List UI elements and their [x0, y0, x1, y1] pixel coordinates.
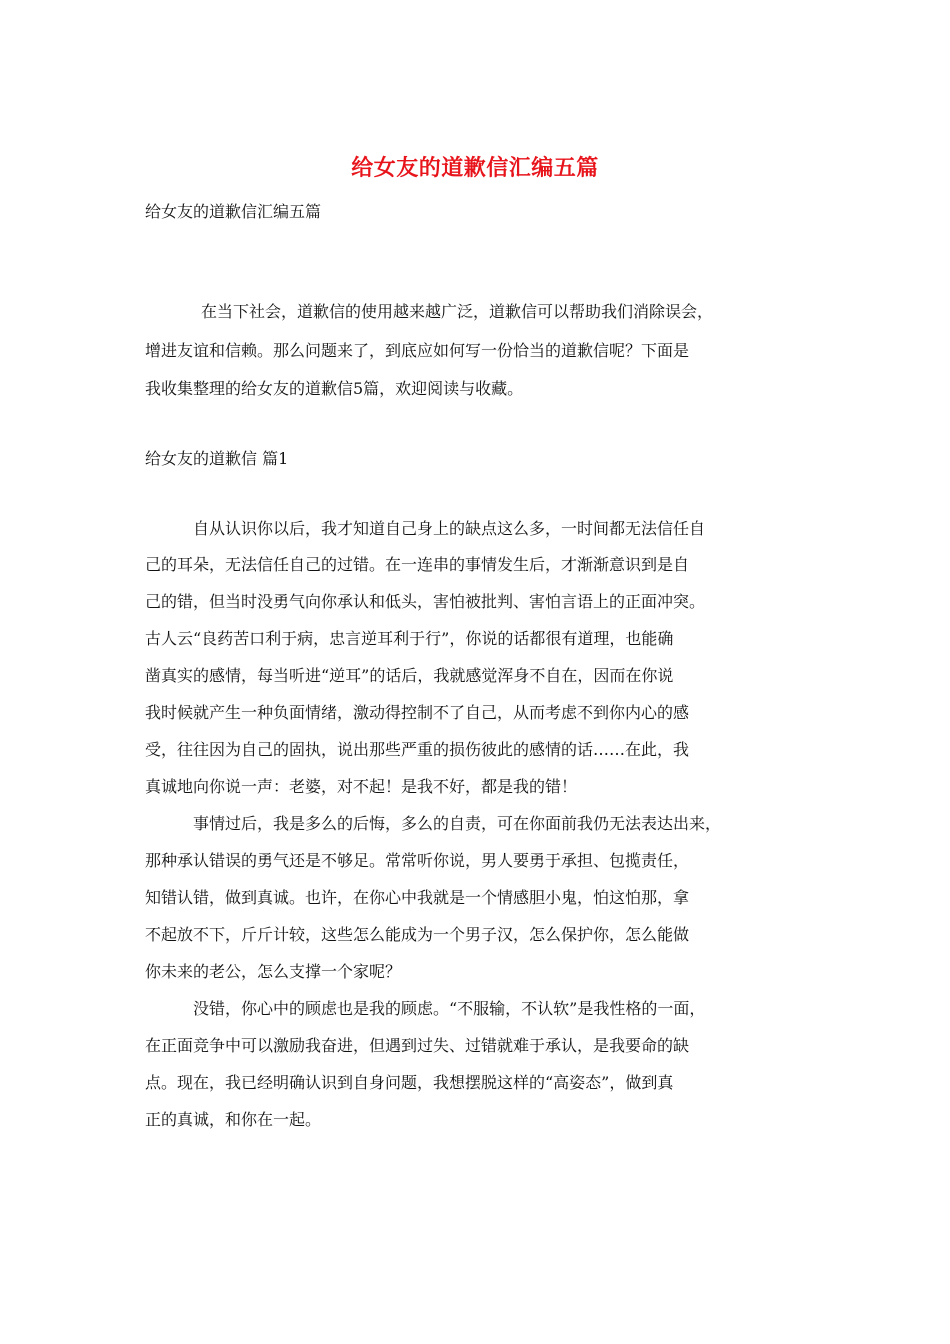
intro-line: 增进友谊和信赖。那么问题来了，到底应如何写一份恰当的道歉信呢？下面是: [145, 341, 690, 360]
paragraph1-line: 真诚地向你说一声：老婆，对不起！是我不好，都是我的错！: [145, 777, 578, 796]
paragraph1-line: 凿真实的感情，每当听进“逆耳”的话后，我就感觉浑身不自在，因而在你说: [145, 666, 674, 685]
paragraph3-line: 点。现在，我已经明确认识到自身问题，我想摆脱这样的“高姿态”，做到真: [145, 1073, 674, 1092]
paragraph1-line: 受，往往因为自己的固执，说出那些严重的损伤彼此的感情的话……在此，我: [145, 740, 690, 759]
document-title: 给女友的道歉信汇编五篇: [351, 155, 599, 181]
paragraph2-line: 知错认错，做到真诚。也许，在你心中我就是一个情感胆小鬼，怕这怕那，拿: [145, 888, 690, 907]
section-heading: 给女友的道歉信 篇1: [145, 449, 289, 468]
paragraph1-line: 我时候就产生一种负面情绪，激动得控制不了自己，从而考虑不到你内心的感: [145, 703, 690, 722]
paragraph3-line: 正的真诚，和你在一起。: [145, 1110, 322, 1129]
intro-line: 在当下社会，道歉信的使用越来越广泛，道歉信可以帮助我们消除误会，: [201, 302, 714, 321]
paragraph2-line: 那种承认错误的勇气还是不够足。常常听你说，男人要勇于承担、包揽责任，: [145, 851, 690, 870]
paragraph1-line: 自从认识你以后，我才知道自己身上的缺点这么多，一时间都无法信任自: [193, 519, 706, 538]
paragraph1-line: 己的错，但当时没勇气向你承认和低头，害怕被批判、害怕言语上的正面冲突。: [145, 592, 706, 611]
document-subtitle: 给女友的道歉信汇编五篇: [145, 202, 322, 221]
paragraph3-line: 没错，你心中的顾虑也是我的顾虑。“不服输，不认软”是我性格的一面，: [193, 999, 706, 1018]
paragraph1-line: 己的耳朵，无法信任自己的过错。在一连串的事情发生后，才渐渐意识到是自: [145, 555, 690, 574]
intro-line: 我收集整理的给女友的道歉信5篇，欢迎阅读与收藏。: [145, 379, 524, 398]
paragraph2-line: 不起放不下，斤斤计较，这些怎么能成为一个男子汉，怎么保护你，怎么能做: [145, 925, 690, 944]
paragraph1-line: 古人云“良药苦口利于病，忠言逆耳利于行”，你说的话都很有道理，也能确: [145, 629, 674, 648]
paragraph2-line: 事情过后，我是多么的后悔，多么的自责，可在你面前我仍无法表达出来，: [193, 814, 722, 833]
paragraph3-line: 在正面竞争中可以激励我奋进，但遇到过失、过错就难于承认，是我要命的缺: [145, 1036, 690, 1055]
paragraph2-line: 你未来的老公，怎么支撑一个家呢？: [145, 962, 402, 981]
